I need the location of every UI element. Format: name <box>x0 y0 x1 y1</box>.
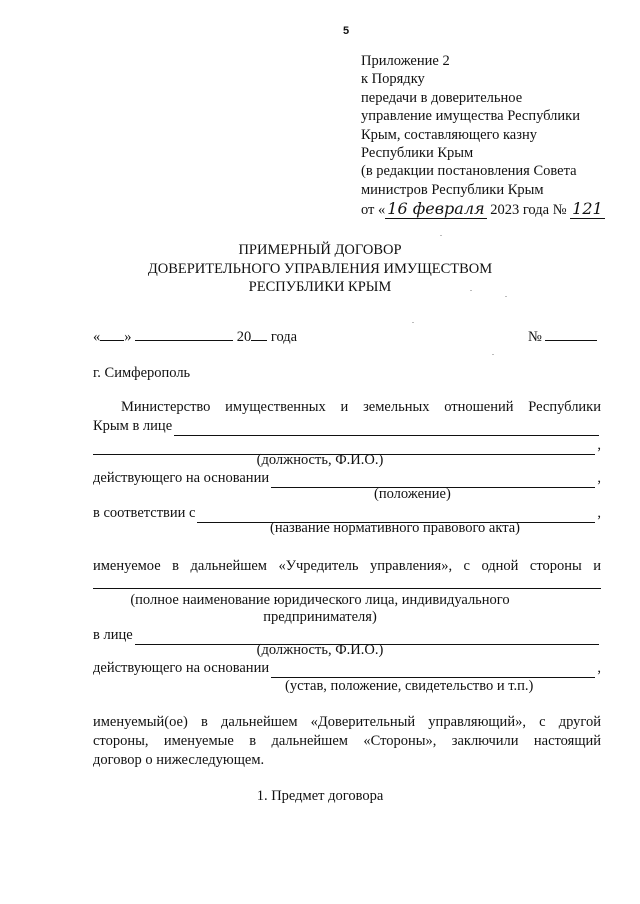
appendix-line: министров Республики Крым <box>361 181 544 198</box>
comma: , <box>597 505 601 521</box>
year-prefix: 20 <box>236 329 252 345</box>
appendix-line: Приложение 2 <box>361 53 450 69</box>
paragraph-2-line-2: стороны, именуемые в дальнейшем «Стороны», заключили настоящий <box>93 733 601 749</box>
title-line-3: РЕСПУБЛИКИ КРЫМ <box>248 279 392 295</box>
appendix-line: к Порядку <box>361 71 425 88</box>
date-prefix: от « <box>361 202 386 219</box>
paragraph-2-line-1: именуемый(ое) в дальнейшем «Доверительный управляющий», с другой <box>93 714 601 730</box>
contract-date-line <box>93 328 297 347</box>
open-quote: « <box>93 329 101 345</box>
acting-basis-label: действующего на основании <box>93 660 270 676</box>
appendix-line: Республики Крым <box>361 144 474 161</box>
section-1-title: 1. Предмет договора <box>256 788 384 804</box>
date-suffix: 2023 года № <box>490 202 567 219</box>
appendix-line: передачи в доверительное <box>361 89 523 106</box>
comma: , <box>597 470 601 486</box>
acting-basis-label: действующего на основании <box>93 470 270 486</box>
appendix-date-line <box>361 199 605 217</box>
in-person-label: Крым в лице <box>93 418 173 434</box>
comma: , <box>597 660 601 676</box>
scan-speck <box>470 290 472 291</box>
handwritten-date: 16 февраля <box>387 199 485 219</box>
entity-name-blank <box>93 588 601 589</box>
scan-speck <box>412 322 414 323</box>
caption-act-name: (название нормативного правового акта) <box>270 520 520 536</box>
title-line-1: ПРИМЕРНЫЙ ДОГОВОР <box>238 242 402 258</box>
paragraph-1-line-2 <box>93 417 601 436</box>
close-quote: » <box>124 329 132 345</box>
year-suffix: года <box>270 329 298 345</box>
caption-regulation: (положение) <box>374 486 451 502</box>
caption-charter: (устав, положение, свидетельство и т.п.) <box>285 678 534 694</box>
month-blank <box>135 328 233 341</box>
appendix-line: Крым, составляющего казну <box>361 126 537 143</box>
caption-position-fio-2: (должность, Ф.И.О.) <box>256 642 384 658</box>
caption-entity-line-2: предпринимателя) <box>263 609 377 625</box>
in-accordance-label: в соответствии с <box>93 505 196 521</box>
day-blank <box>100 328 124 341</box>
appendix-line: управление имущества Республики <box>361 108 580 125</box>
title-line-2: ДОВЕРИТЕЛЬНОГО УПРАВЛЕНИЯ ИМУЩЕСТВОМ <box>147 260 493 277</box>
number-blank <box>545 328 597 341</box>
appendix-line: (в редакции постановления Совета <box>361 163 577 180</box>
caption-entity-line-1: (полное наименование юридического лица, индивидуального <box>130 592 510 608</box>
paragraph-2-line-3: договор о нижеследующем. <box>93 752 265 768</box>
caption-position-fio: (должность, Ф.И.О.) <box>256 452 384 468</box>
scan-speck <box>440 235 442 236</box>
representative-blank <box>174 423 599 436</box>
handwritten-number: 121 <box>572 199 603 219</box>
number-sign: № <box>528 329 542 345</box>
scan-speck <box>505 296 507 297</box>
contract-number-line <box>528 328 597 347</box>
paragraph-1-line-1: Министерство имущественных и земельных отношений Республики <box>121 399 601 415</box>
basis-blank-2 <box>271 665 595 678</box>
scan-speck <box>492 354 494 355</box>
page-number: 5 <box>343 25 350 37</box>
hereinafter-founder-line: именуемое в дальнейшем «Учредитель управления», с одной стороны и <box>93 558 601 574</box>
acting-basis-line-2 <box>93 659 601 678</box>
comma: , <box>597 437 601 453</box>
year-blank <box>251 328 267 341</box>
acting-basis-line <box>93 469 601 488</box>
appendix-header <box>361 52 605 218</box>
in-person-label: в лице <box>93 627 133 643</box>
city: г. Симферополь <box>93 365 191 381</box>
document-title <box>0 241 640 297</box>
